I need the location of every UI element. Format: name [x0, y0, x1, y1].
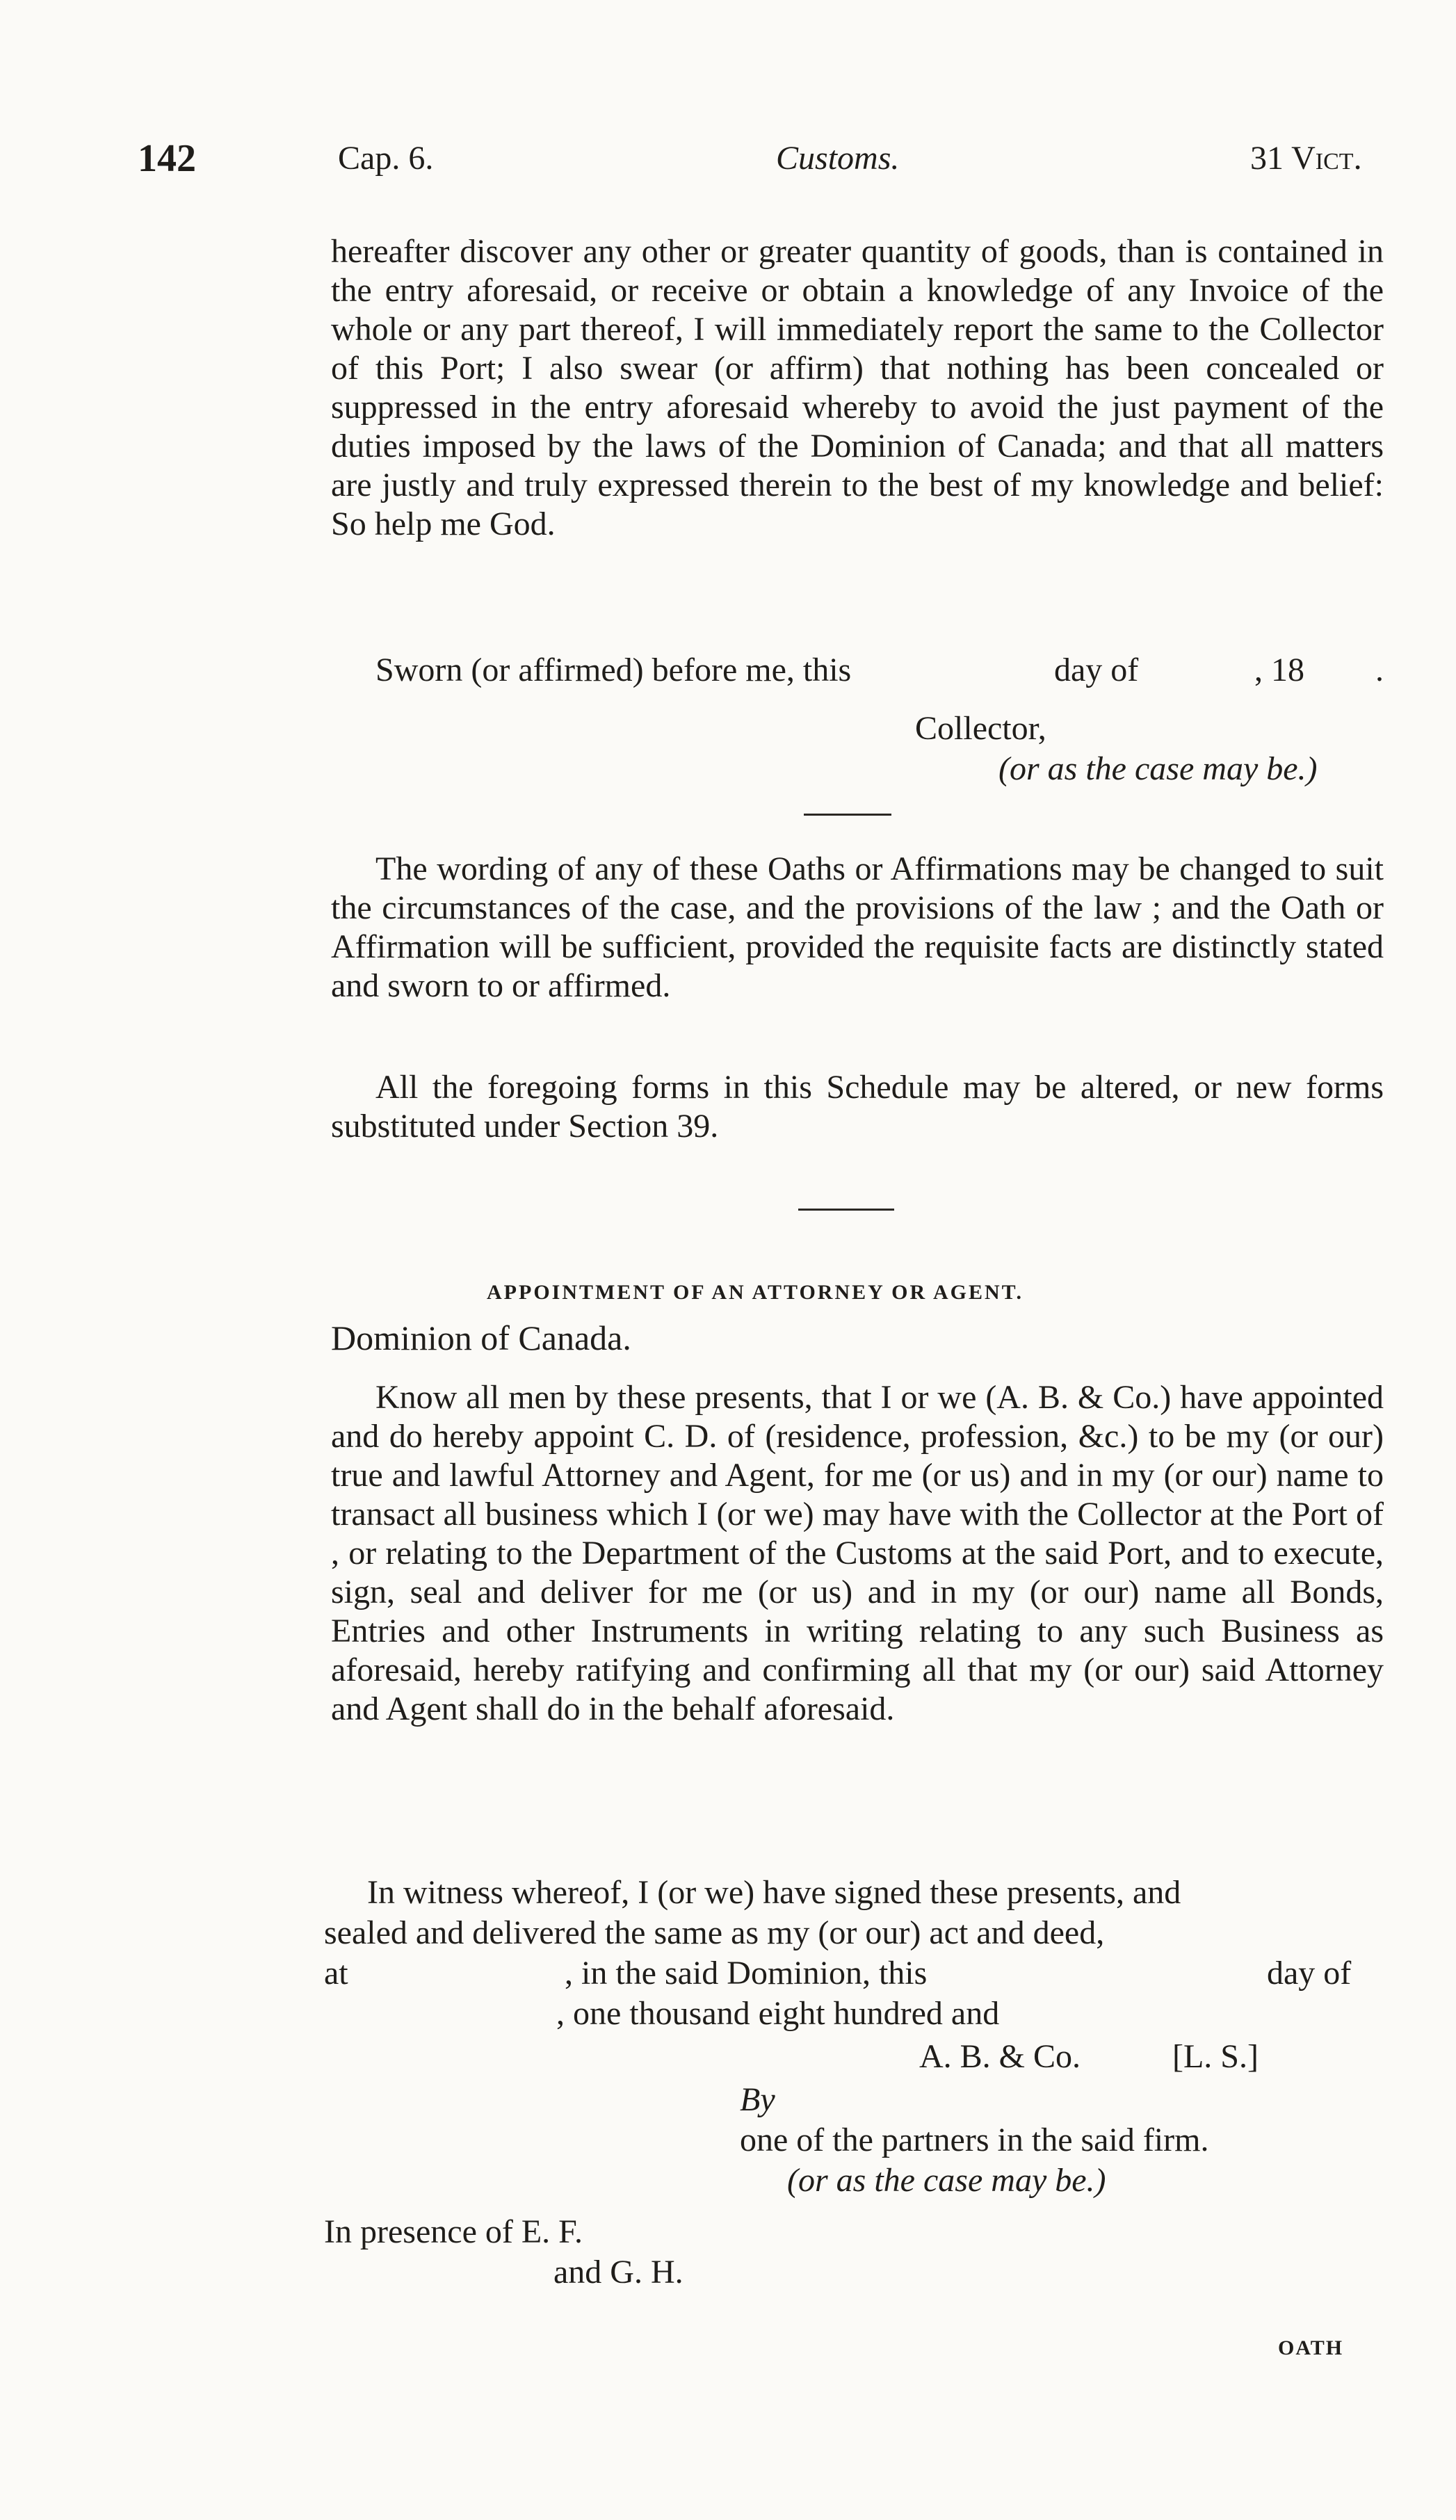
witness-at: at	[324, 1955, 348, 1992]
presence-line: In presence of E. F.	[324, 2213, 583, 2250]
firm-name: A. B. & Co.	[919, 2038, 1081, 2075]
catchword: OATH	[1278, 2336, 1344, 2359]
wording-note: The wording of any of these Oaths or Affirmations may be changed to suit the circumstances of the case, and the provisions of the law ; and the Oath or Affirmation will be sufficient, provided the requisite facts are distinctly stated and sworn to or affirmed.	[331, 850, 1384, 1004]
running-title: Customs.	[776, 140, 900, 177]
partner-line: one of the partners in the said firm.	[740, 2122, 1209, 2158]
collector-case-note: (or as the case may be.)	[998, 750, 1318, 787]
sworn-year: , 18	[1254, 652, 1304, 688]
section-rule	[798, 1209, 894, 1211]
dominion-line: Dominion of Canada.	[331, 1318, 631, 1357]
seal-mark: [L. S.]	[1172, 2038, 1259, 2075]
witness-line-1: In witness whereof, I (or we) have signed these presents, and	[367, 1874, 1181, 1911]
regnal-year: 31 Vict.	[1250, 140, 1362, 177]
forms-note: All the foregoing forms in this Schedule may be altered, or new forms substituted under Section 39.	[331, 1069, 1384, 1145]
sworn-day: day of	[1054, 652, 1139, 688]
by-label: By	[740, 2081, 775, 2118]
sworn-dot: .	[1375, 652, 1384, 688]
witness-dominion: , in the said Dominion, this	[565, 1955, 928, 1992]
section-rule	[804, 814, 891, 816]
appointment-heading: APPOINTMENT OF AN ATTORNEY OR AGENT.	[487, 1281, 1024, 1304]
presence-line-2: and G. H.	[553, 2254, 683, 2291]
witness-day: day of	[1267, 1955, 1352, 1992]
witness-line-2: sealed and delivered the same as my (or our) act and deed,	[324, 1914, 1105, 1951]
sworn-line: Sworn (or affirmed) before me, this	[375, 652, 852, 688]
page-number: 142	[138, 137, 196, 180]
collector-label: Collector,	[915, 710, 1046, 747]
witness-year: , one thousand eight hundred and	[556, 1995, 1000, 2032]
oath-paragraph: hereafter discover any other or greater quantity of goods, than is contained in the entry aforesaid, or receive or obtain a knowledge of any Invoice of the whole or any part thereof, I will immediately report the same to the Collector of this Port; I also swear (or affirm) that nothing has been concealed or suppressed in the entry aforesaid whereby to avoid the just payment of the duties imposed by the laws of the Dominion of Canada; and that all matters are justly and truly expressed therein to the best of my knowledge and belief: So help me God.	[331, 233, 1384, 542]
case-note: (or as the case may be.)	[787, 2162, 1106, 2199]
appointment-body: Know all men by these presents, that I or we (A. B. & Co.) have appointed and do hereby appoint C. D. of (residence, profession, &c.) to be my (or our) true and lawful Attorney and Agent, for me (or us) and in my (or our) name to transact all business which I (or we) may have with the Collector at the Port of , or relating to the Department of the Customs at the said Port, and to execute, sign, seal and deliver for me (or us) and in my (or our) name all Bonds, Entries and other Instruments in writing relating to any such Business as aforesaid, hereby ratifying and confirming all that my (or our) said Attorney and Agent shall do in the behalf aforesaid.	[331, 1379, 1384, 1727]
chapter-label: Cap. 6.	[338, 140, 434, 177]
